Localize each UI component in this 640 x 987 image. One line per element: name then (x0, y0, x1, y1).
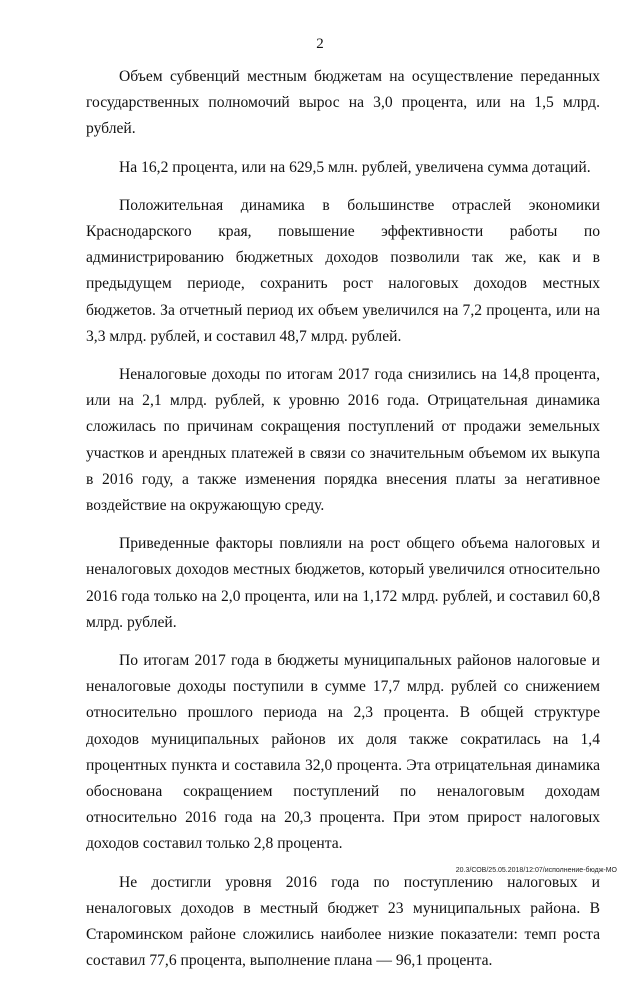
paragraph-subsidies: На 16,2 процента, или на 629,5 млн. рублей, увеличена сумма дотаций. (119, 158, 591, 176)
paragraph-total-revenue: Приведенные факторы повлияли на рост общего объема налоговых и неналоговых доходов местных бюджетов, который увеличился относительно 2016 года только на 2,0 процента, или на 1,172 млрд. рублей, и составил 60,8 млрд. рублей. (86, 535, 600, 631)
document-footer-code: 20.3/СОВ/25.05.2018/12:07/исполнение-бюдж-МО (455, 867, 617, 874)
paragraph-tax-revenue: Положительная динамика в большинстве отраслей экономики Краснодарского края, повышение эффективности работы по администрированию бюджетных доходов позволили так же, как и в предыдущем периоде, сохранить рост налоговых доходов местных бюджетов. За отчетный период их объем увеличился на 7,2 процента, или на 3,3 млрд. рублей, и составил 48,7 млрд. рублей. (86, 196, 600, 345)
document-body (86, 64, 600, 987)
paragraph-non-tax-revenue: Неналоговые доходы по итогам 2017 года снизились на 14,8 процента, или на 2,1 млрд. рублей, к уровню 2016 года. Отрицательная динамика сложилась по причинам сокращения поступлений от продажи земельных участков и арендных платежей в связи со значительным объемом их выкупа в 2016 году, а также изменения порядка внесения платы за негативное воздействие на окружающую среду. (86, 366, 600, 515)
page-number: 2 (316, 36, 324, 52)
paragraph-subventions: Объем субвенций местным бюджетам на осуществление переданных государственных полномочий вырос на 3,0 процента, или на 1,5 млрд. рублей. (86, 68, 600, 138)
paragraph-underperforming-districts: Не достигли уровня 2016 года по поступлению налоговых и неналоговых доходов в местный бюджет 23 муниципальных района. В Староминском районе сложились наиболее низкие показатели: темп роста составил 77,6 процента, выполнение плана — 96,1 процента. (86, 873, 600, 970)
paragraph-municipal-districts: По итогам 2017 года в бюджеты муниципальных районов налоговые и неналоговые доходы поступили в сумме 17,7 млрд. рублей со снижением относительно прошлого периода на 2,3 процента. В общей структуре доходов муниципальных районов их доля также сократилась на 1,4 процентных пункта и составила 32,0 процента. Эта отрицательная динамика обоснована сокращением поступлений по неналоговым доходам относительно 2016 года на 20,3 процента. При этом прирост налоговых доходов составил только 2,8 процента. (86, 652, 600, 853)
